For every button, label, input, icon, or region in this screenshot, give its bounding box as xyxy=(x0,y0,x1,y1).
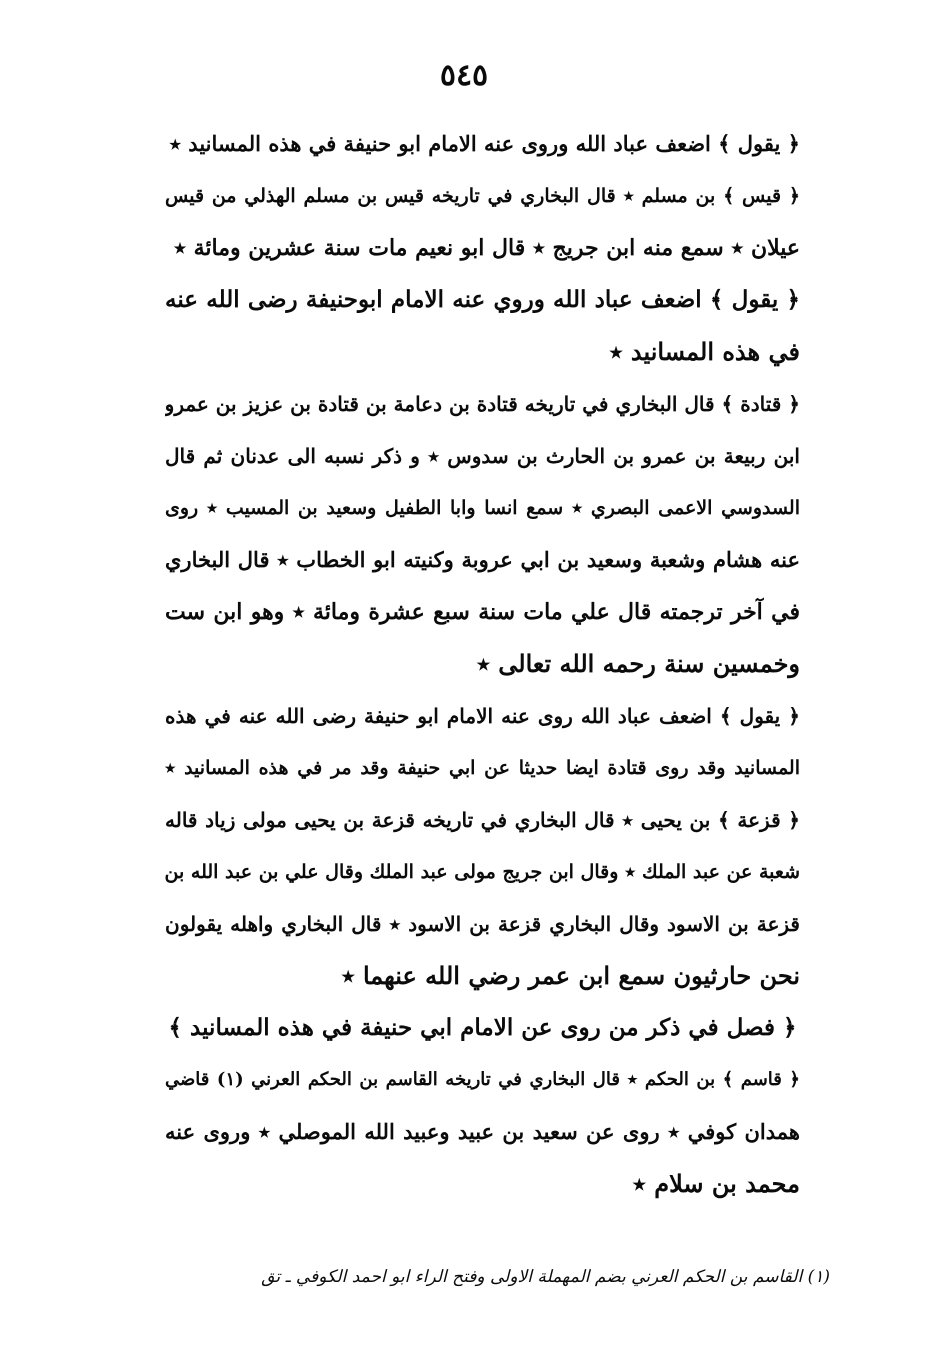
page-number: ٥٤٥ xyxy=(439,58,489,93)
text-line: ﴿ قيس ﴾ بن مسلم ٭ قال البخاري في تاريخه قيس بن مسلم الهذلي من قيس xyxy=(165,185,800,207)
text-line: في آخر ترجمته قال علي مات سنة سبع عشرة ومائة ٭ وهو ابن ست xyxy=(165,599,800,625)
section-heading: ﴿ فصل في ذكر من روى عن الامام ابي حنيفة في هذه المسانيد ﴾ xyxy=(168,1014,797,1041)
text-line: همدان كوفي ٭ روى عن سعيد بن عبيد وعبيد الله الموصلي ٭ وروى عنه xyxy=(165,1119,800,1144)
text-line: ابن ربيعة بن عمرو بن الحارث بن سدوس ٭ و ذكر نسبه الى عدنان ثم قال xyxy=(165,444,800,468)
text-line: ﴿ قزعة ﴾ بن يحيى ٭ قال البخاري في تاريخه قزعة بن يحيى مولى زياد قاله xyxy=(165,808,800,832)
body-text xyxy=(165,118,800,1210)
text-line: عيلان ٭ سمع منه ابن جريج ٭ قال ابو نعيم مات سنة عشرين ومائة ٭ xyxy=(173,235,800,261)
text-line: محمد بن سلام ٭ xyxy=(632,1169,800,1198)
text-line: المسانيد وقد روى قتادة ايضا حديثا عن ابي حنيفة وقد مر في هذه المسانيد ٭ xyxy=(165,757,800,779)
text-line: ﴿ يقول ﴾ اضعف عباد الله روى عنه الامام ابو حنيفة رضى الله عنه في هذه xyxy=(165,704,800,728)
text-line: عنه هشام وشعبة وسعيد بن ابي عروبة وكنيته ابو الخطاب ٭ قال البخاري xyxy=(165,547,800,572)
text-line: السدوسي الاعمى البصري ٭ سمع انسا وابا الطفيل وسعيد بن المسيب ٭ روى xyxy=(165,497,800,519)
text-line: ﴿ يقول ﴾ اضعف عباد الله وروى عنه الامام ابو حنيفة في هذه المسانيد ٭ xyxy=(169,131,800,156)
text-line: ﴿ قاسم ﴾ بن الحكم ٭ قال البخاري في تاريخه القاسم بن الحكم العرني (١) قاضي xyxy=(165,1069,800,1090)
text-line: قزعة بن الاسود وقال البخاري قزعة بن الاسود ٭ قال البخاري واهله يقولون xyxy=(165,912,800,936)
text-line: شعبة عن عبد الملك ٭ وقال ابن جريج مولى عبد الملك وقال علي بن عبد الله بن xyxy=(165,861,800,883)
text-line: نحن حارثيون سمع ابن عمر رضي الله عنهما ٭ xyxy=(341,961,800,990)
text-line: ﴿ يقول ﴾ اضعف عباد الله وروي عنه الامام ابوحنيفة رضى الله عنه xyxy=(165,286,800,313)
footnote: (١) القاسم بن الحكم العرني بضم المهملة الاولى وفتح الراء ابو احمد الكوفي ـ تق xyxy=(261,1267,830,1287)
text-line: ﴿ قتادة ﴾ قال البخاري في تاريخه قتادة بن دعامة بن قتادة بن عزيز بن عمرو xyxy=(165,392,800,416)
text-line: في هذه المسانيد ٭ xyxy=(609,337,800,366)
text-line: وخمسين سنة رحمه الله تعالى ٭ xyxy=(476,649,800,678)
